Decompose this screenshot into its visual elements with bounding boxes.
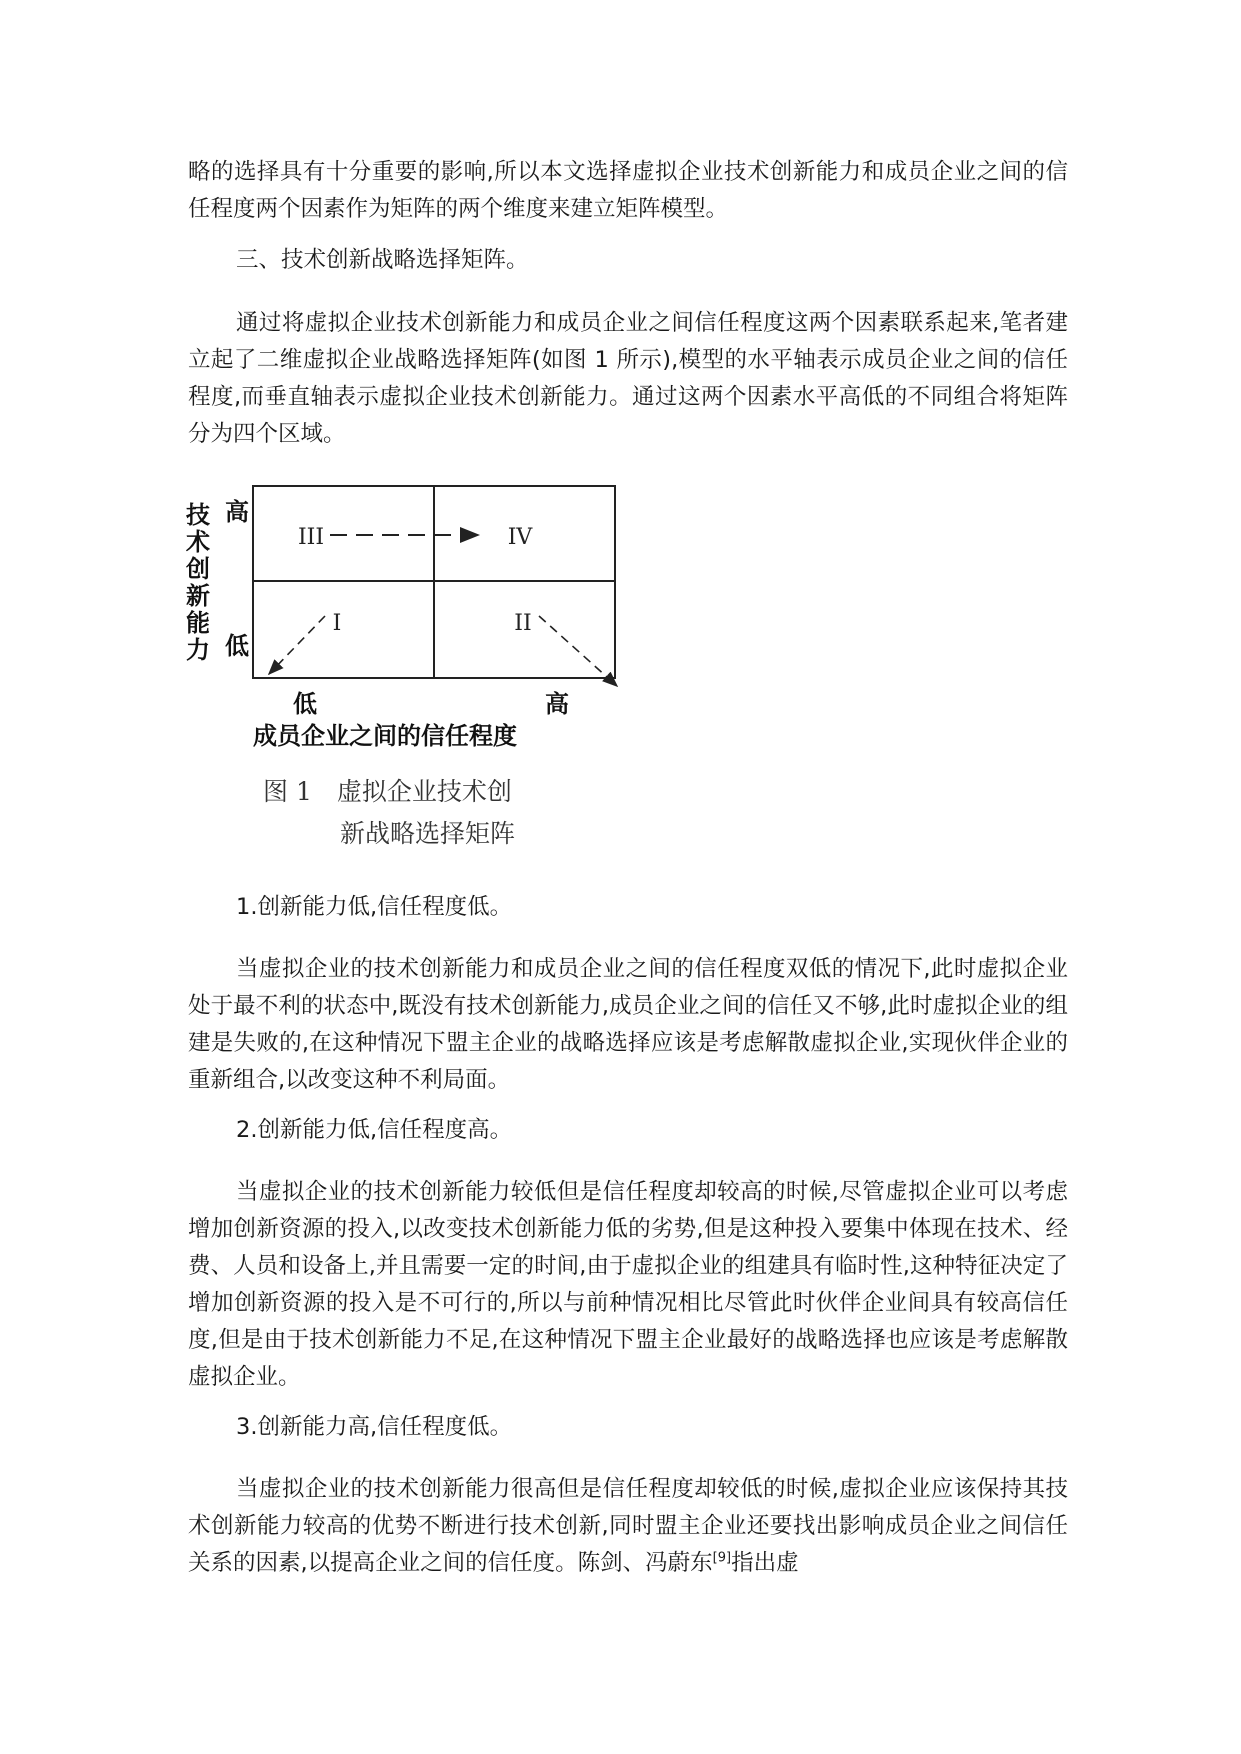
subsection-3-body-tail: 指出虚 — [731, 1550, 799, 1576]
citation-ref: [9] — [712, 1550, 732, 1566]
paragraph-intro: 略的选择具有十分重要的影响,所以本文选择虚拟企业技术创新能力和成员企业之间的信任程度两个因素作为矩阵的两个维度来建立矩阵模型。 — [188, 159, 1068, 222]
figure-caption-line2: 新战略选择矩阵 — [340, 819, 516, 848]
y-axis-label: 技术创新能力 — [186, 501, 210, 664]
figure-caption-line1: 图 1 虚拟企业技术创 — [263, 777, 512, 806]
quadrant-i-label: I — [332, 611, 342, 636]
y-high-label: 高 — [225, 498, 249, 526]
subsection-3-title: 3.创新能力高,信任程度低。 — [236, 1414, 513, 1440]
quadrant-iv-label: IV — [507, 525, 533, 550]
paragraph-matrix-description: 通过将虚拟企业技术创新能力和成员企业之间信任程度这两个因素联系起来,笔者建立起了二维虚拟企业战略选择矩阵(如图 1 所示),模型的水平轴表示成员企业之间的信任程度,而垂直轴表示虚拟企业技术创新能力。通过这两个因素水平高低的不同组合将矩阵分为四个区域。 — [188, 310, 1068, 447]
matrix-diagram — [185, 478, 625, 768]
x-axis-label: 成员企业之间的信任程度 — [253, 722, 517, 750]
arrow-i-dissolve — [269, 616, 325, 674]
subsection-2-title: 2.创新能力低,信任程度高。 — [236, 1117, 513, 1143]
subsection-3-body-text: 当虚拟企业的技术创新能力很高但是信任程度却较低的时候,虚拟企业应该保持其技术创新能力较高的优势不断进行技术创新,同时盟主企业还要找出影响成员企业之间信任关系的因素,以提高企业之间的信任度。陈剑、冯蔚东 — [188, 1476, 1068, 1576]
y-low-label: 低 — [225, 632, 249, 660]
section-heading: 三、技术创新战略选择矩阵。 — [236, 247, 529, 273]
subsection-1-title: 1.创新能力低,信任程度低。 — [236, 894, 513, 920]
subsection-2-body: 当虚拟企业的技术创新能力较低但是信任程度却较高的时候,尽管虚拟企业可以考虑增加创新资源的投入,以改变技术创新能力低的劣势,但是这种投入要集中体现在技术、经费、人员和设备上,并且需要一定的时间,由于虚拟企业的组建具有临时性,这种特征决定了增加创新资源的投入是不可行的,所以与前种情况相比尽管此时伙伴企业间具有较高信任度,但是由于技术创新能力不足,在这种情况下盟主企业最好的战略选择也应该是考虑解散虚拟企业。 — [188, 1179, 1068, 1390]
subsection-1-body: 当虚拟企业的技术创新能力和成员企业之间的信任程度双低的情况下,此时虚拟企业处于最不利的状态中,既没有技术创新能力,成员企业之间的信任又不够,此时虚拟企业的组建是失败的,在这种情况下盟主企业的战略选择应该是考虑解散虚拟企业,实现伙伴企业的重新组合,以改变这种不利局面。 — [188, 956, 1068, 1093]
quadrant-ii-label: II — [514, 611, 532, 636]
x-low-label: 低 — [293, 690, 317, 718]
arrow-ii-dissolve — [539, 616, 617, 686]
x-high-label: 高 — [545, 690, 569, 718]
subsection-3-body — [188, 1471, 1068, 1582]
quadrant-iii-label: III — [297, 525, 325, 550]
figure-strategy-matrix — [185, 478, 625, 858]
